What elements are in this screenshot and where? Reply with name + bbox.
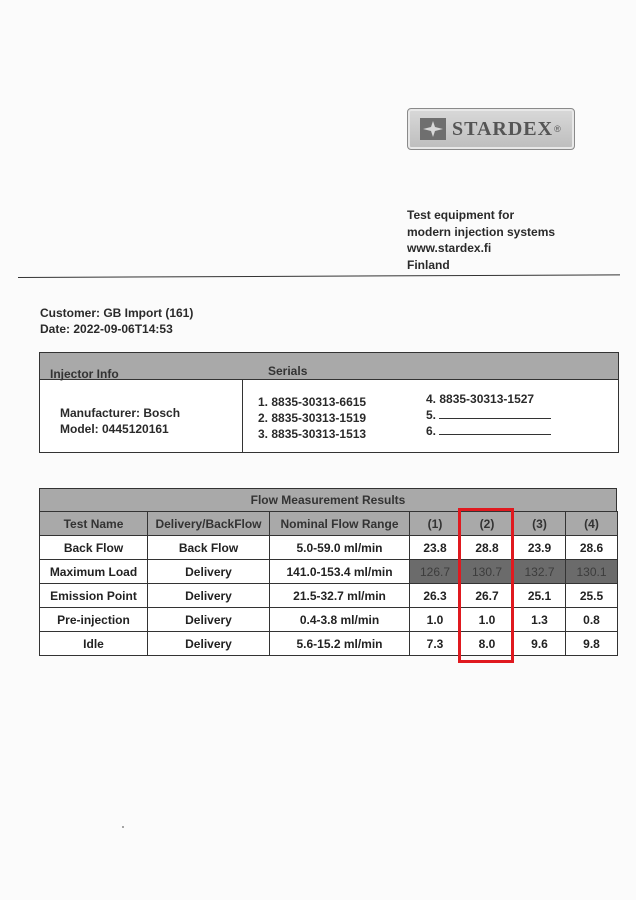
test-type: Delivery <box>148 608 270 632</box>
value-injector-3: 23.9 <box>514 536 566 560</box>
value-injector-2: 1.0 <box>461 608 514 632</box>
table-row <box>40 560 618 584</box>
nominal-range: 5.0-59.0 ml/min <box>270 536 410 560</box>
value-injector-3: 25.1 <box>514 584 566 608</box>
flow-results-title: Flow Measurement Results <box>39 488 617 512</box>
value-injector-3: 1.3 <box>514 608 566 632</box>
serial-1: 1. 8835-30313-6615 <box>258 395 367 409</box>
injector-column-divider <box>242 379 243 453</box>
table-header-row <box>40 512 618 536</box>
test-type: Back Flow <box>148 536 270 560</box>
injector-info-header <box>40 353 618 380</box>
stardex-logo <box>407 108 575 150</box>
star-compass-icon <box>420 118 446 140</box>
test-name: Idle <box>40 632 148 656</box>
model: Model: 0445120161 <box>60 422 169 436</box>
col-injector-1: (1) <box>410 512 461 536</box>
value-injector-1: 126.7 <box>410 560 461 584</box>
col-nominal-range: Nominal Flow Range <box>270 512 410 536</box>
col-injector-4: (4) <box>566 512 618 536</box>
value-injector-2: 28.8 <box>461 536 514 560</box>
col-delivery-backflow: Delivery/BackFlow <box>148 512 270 536</box>
value-injector-4: 130.1 <box>566 560 618 584</box>
serial-5-blank-line <box>439 408 551 419</box>
serial-6-row <box>426 423 551 439</box>
table-row <box>40 584 618 608</box>
customer-name: Customer: GB Import (161) <box>40 306 194 320</box>
col-test-name: Test Name <box>40 512 148 536</box>
value-injector-1: 7.3 <box>410 632 461 656</box>
test-type: Delivery <box>148 584 270 608</box>
flow-results-table <box>39 511 618 656</box>
table-row <box>40 608 618 632</box>
test-name: Maximum Load <box>40 560 148 584</box>
nominal-range: 0.4-3.8 ml/min <box>270 608 410 632</box>
serial-6: 6. <box>426 424 437 438</box>
value-injector-1: 1.0 <box>410 608 461 632</box>
logo-text: STARDEX <box>452 117 554 140</box>
customer-info <box>40 305 193 337</box>
scan-speck <box>122 826 124 828</box>
injector-2-highlight-box <box>458 508 514 663</box>
test-type: Delivery <box>148 560 270 584</box>
value-injector-1: 23.8 <box>410 536 461 560</box>
table-row <box>40 632 618 656</box>
serials-heading: Serials <box>268 364 308 378</box>
injector-info-box <box>39 352 619 453</box>
header-divider <box>18 274 620 278</box>
value-injector-2: 130.7 <box>461 560 514 584</box>
injector-info-heading: Injector Info <box>50 367 119 381</box>
serials-column-1 <box>258 394 366 442</box>
test-name: Pre-injection <box>40 608 148 632</box>
value-injector-4: 9.8 <box>566 632 618 656</box>
serials-column-2 <box>426 391 551 439</box>
report-date: Date: 2022-09-06T14:53 <box>40 322 173 336</box>
serial-2: 2. 8835-30313-1519 <box>258 411 367 425</box>
nominal-range: 5.6-15.2 ml/min <box>270 632 410 656</box>
col-injector-2: (2) <box>461 512 514 536</box>
company-website: www.stardex.fi <box>407 241 492 255</box>
company-tagline-1: Test equipment for <box>407 208 515 222</box>
serial-6-blank-line <box>439 424 551 435</box>
value-injector-1: 26.3 <box>410 584 461 608</box>
serial-5-row <box>426 407 551 423</box>
value-injector-2: 8.0 <box>461 632 514 656</box>
serial-3: 3. 8835-30313-1513 <box>258 427 367 441</box>
nominal-range: 141.0-153.4 ml/min <box>270 560 410 584</box>
serial-4: 4. 8835-30313-1527 <box>426 392 535 406</box>
company-country: Finland <box>407 257 450 272</box>
value-injector-2: 26.7 <box>461 584 514 608</box>
test-name: Emission Point <box>40 584 148 608</box>
test-name: Back Flow <box>40 536 148 560</box>
manufacturer: Manufacturer: Bosch <box>60 406 181 420</box>
company-info <box>407 207 555 273</box>
value-injector-3: 132.7 <box>514 560 566 584</box>
value-injector-3: 9.6 <box>514 632 566 656</box>
value-injector-4: 28.6 <box>566 536 618 560</box>
test-type: Delivery <box>148 632 270 656</box>
value-injector-4: 25.5 <box>566 584 618 608</box>
table-row <box>40 536 618 560</box>
nominal-range: 21.5-32.7 ml/min <box>270 584 410 608</box>
company-tagline-2: modern injection systems <box>407 224 556 239</box>
injector-details <box>60 405 180 437</box>
serial-5: 5. <box>426 408 437 422</box>
col-injector-3: (3) <box>514 512 566 536</box>
value-injector-4: 0.8 <box>566 608 618 632</box>
registered-mark: ® <box>554 124 561 134</box>
